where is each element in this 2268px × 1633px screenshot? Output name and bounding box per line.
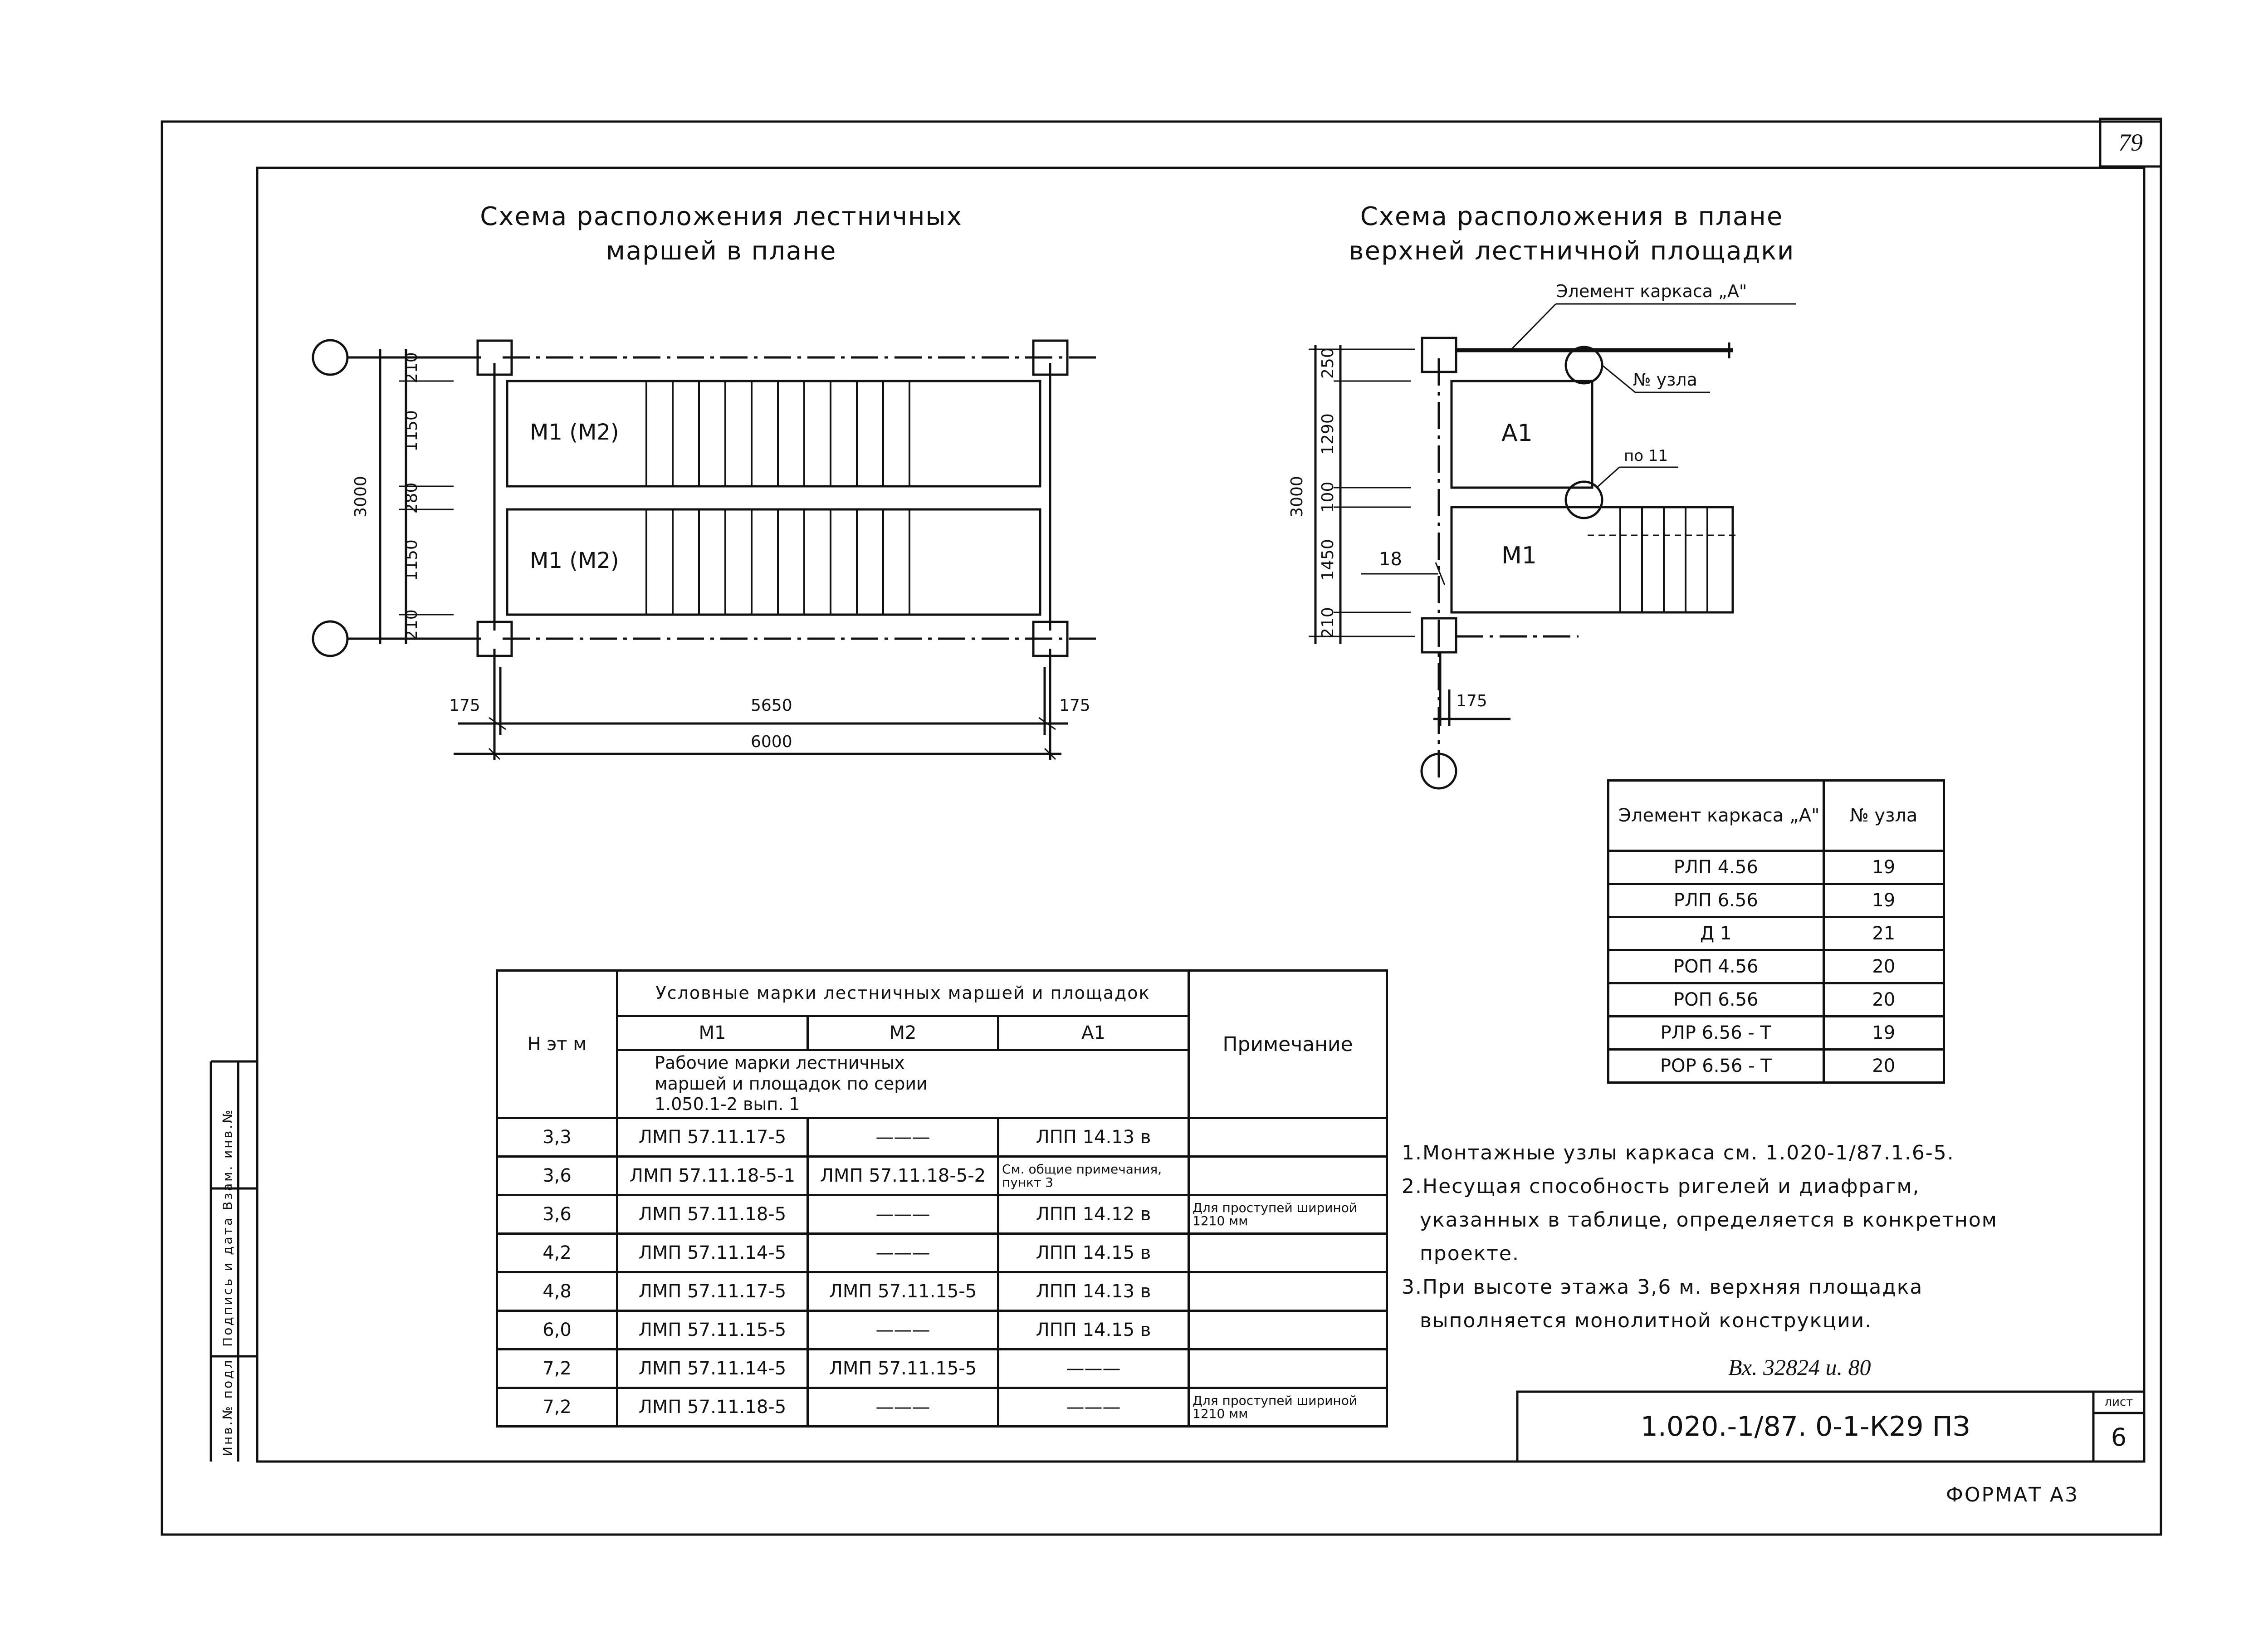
dim-250: 250 (1319, 347, 1337, 379)
right-title-line2: верхней лестничной площадки (1349, 236, 1795, 266)
row-note: Для проступей шириной 1210 мм (1189, 1388, 1387, 1427)
row-note (1189, 1118, 1387, 1157)
table-row (497, 1118, 1387, 1157)
table-row (497, 1388, 1387, 1427)
format-label: ФОРМАТ А3 (1946, 1483, 2079, 1506)
sub-header-m2: М2 (808, 1016, 998, 1050)
note-line: проекте. (1420, 1242, 1520, 1265)
node-number: 20 (1823, 950, 1944, 983)
row-a1: ——— (998, 1349, 1189, 1388)
row-m2: ЛМП 57.11.15-5 (808, 1272, 998, 1311)
node-number: 19 (1823, 884, 1944, 917)
table-row (1608, 917, 1944, 950)
row-m1: ЛМП 57.11.14-5 (617, 1349, 808, 1388)
sub-header-m1: М1 (617, 1016, 808, 1050)
row-a1: ЛПП 14.13 в (998, 1272, 1189, 1311)
landing-mark-a1: А1 (1501, 420, 1533, 447)
row-m2: ——— (808, 1118, 998, 1157)
row-a1: ЛПП 14.15 в (998, 1311, 1189, 1349)
row-m2: ——— (808, 1311, 998, 1349)
node-element: Д 1 (1608, 917, 1824, 950)
note-line: 3.При высоте этажа 3,6 м. верхняя площадка (1402, 1276, 1923, 1299)
node-element: РЛР 6.56 - Т (1608, 1017, 1824, 1050)
table-row (497, 1157, 1387, 1195)
table-row (1608, 851, 1944, 884)
table-row (1608, 884, 1944, 917)
row-m2: ЛМП 57.11.18-5-2 (808, 1157, 998, 1195)
node-number: 20 (1823, 1050, 1944, 1083)
dim-3000-left: 3000 (352, 476, 370, 518)
row-height: 7,2 (497, 1349, 617, 1388)
row-height: 3,3 (497, 1118, 617, 1157)
flight-mark-m1: М1 (1501, 542, 1537, 569)
po-label: по 11 (1624, 447, 1668, 465)
row-a1: ——— (998, 1388, 1189, 1427)
node-table-header-node: № узла (1823, 781, 1944, 851)
table-row (497, 1272, 1387, 1311)
col-note-header: Примечание (1189, 971, 1387, 1118)
row-note (1189, 1234, 1387, 1272)
row-a1: См. общие примечания, пункт 3 (998, 1157, 1189, 1195)
dim-18: 18 (1379, 549, 1402, 570)
row-a1: ЛПП 14.13 в (998, 1118, 1189, 1157)
dim-5650: 5650 (751, 696, 792, 715)
group-header: Условные марки лестничных маршей и площадок (617, 971, 1189, 1016)
node-number: 19 (1823, 1017, 1944, 1050)
row-m1: ЛМП 57.11.17-5 (617, 1118, 808, 1157)
row-m1: ЛМП 57.11.18-5 (617, 1388, 808, 1427)
row-m1: ЛМП 57.11.17-5 (617, 1272, 808, 1311)
table-row (1608, 950, 1944, 983)
sheet-number: 6 (2111, 1423, 2127, 1452)
row-m1: ЛМП 57.11.18-5 (617, 1195, 808, 1234)
node-element: РОР 6.56 - Т (1608, 1050, 1824, 1083)
node-number: 19 (1823, 851, 1944, 884)
dim-280: 280 (402, 482, 421, 514)
row-note (1189, 1311, 1387, 1349)
dim-175-left: 175 (449, 696, 480, 715)
row-note (1189, 1349, 1387, 1388)
dim-210-bottom: 210 (402, 609, 421, 640)
table-row (497, 1195, 1387, 1234)
col-height-header: Н эт м (497, 971, 617, 1118)
element-a-label: Элемент каркаса „А" (1556, 281, 1747, 301)
row-height: 4,8 (497, 1272, 617, 1311)
page-number: 79 (2118, 129, 2143, 156)
row-m2: ——— (808, 1388, 998, 1427)
dim-175-right: 175 (1059, 696, 1090, 715)
node-table-header-element: Элемент каркаса „А" (1608, 781, 1824, 851)
dim-6000: 6000 (751, 733, 792, 751)
dim-1450: 1450 (1319, 539, 1337, 581)
dim-100: 100 (1319, 481, 1337, 513)
left-scheme-title (449, 200, 993, 268)
node-number: 20 (1823, 983, 1944, 1017)
row-a1: ЛПП 14.12 в (998, 1195, 1189, 1234)
row-m2: ——— (808, 1234, 998, 1272)
node-number: 21 (1823, 917, 1944, 950)
general-notes (1402, 1136, 1998, 1338)
row-height: 6,0 (497, 1311, 617, 1349)
flight-mark-2: М1 (М2) (530, 548, 619, 573)
node-element: РОП 4.56 (1608, 950, 1824, 983)
table-row (497, 1311, 1387, 1349)
note-line: 2.Несущая способность ригелей и диафрагм, (1402, 1175, 1920, 1198)
note-line: 1.Монтажные узлы каркаса см. 1.020-1/87.1.6-5. (1402, 1141, 1955, 1164)
marks-table (496, 969, 1388, 1428)
node-element: РОП 6.56 (1608, 983, 1824, 1017)
node-label: № узла (1633, 370, 1697, 390)
row-height: 3,6 (497, 1195, 617, 1234)
sheet-label: лист (2104, 1395, 2133, 1409)
table-row (1608, 983, 1944, 1017)
right-plan (1309, 304, 1796, 788)
dim-1150-bottom: 1150 (402, 539, 421, 581)
left-plan (313, 340, 1102, 760)
dim-210-right: 210 (1319, 607, 1337, 638)
side-strip-label: Инв.№ подл. Подпись и дата Взам. инв.№ (220, 1108, 235, 1456)
row-m2: ЛМП 57.11.15-5 (808, 1349, 998, 1388)
row-height: 7,2 (497, 1388, 617, 1427)
dim-3000-right: 3000 (1288, 476, 1306, 518)
table-row (1608, 1050, 1944, 1083)
row-m1: ЛМП 57.11.14-5 (617, 1234, 808, 1272)
note-line: указанных в таблице, определяется в конкретном (1420, 1208, 1998, 1232)
row-height: 3,6 (497, 1157, 617, 1195)
node-element: РЛП 4.56 (1608, 851, 1824, 884)
left-title-line2: маршей в плане (606, 236, 837, 266)
left-title-line1: Схема расположения лестничных (480, 202, 963, 231)
flight-mark-1: М1 (М2) (530, 420, 619, 445)
dim-210-top: 210 (402, 352, 421, 383)
row-height: 4,2 (497, 1234, 617, 1272)
node-element: РЛП 6.56 (1608, 884, 1824, 917)
sub-header-a1: А1 (998, 1016, 1189, 1050)
table-row (1608, 1017, 1944, 1050)
dim-1150-top: 1150 (402, 410, 421, 452)
dim-175-right-plan: 175 (1456, 692, 1487, 710)
row-a1: ЛПП 14.15 в (998, 1234, 1189, 1272)
row-note (1189, 1272, 1387, 1311)
dim-1290: 1290 (1319, 413, 1337, 455)
inventory-number: Вх. 32824 и. 80 (1728, 1354, 1871, 1380)
right-title-line1: Схема расположения в плане (1360, 202, 1784, 231)
table-row (497, 1349, 1387, 1388)
row-m1: ЛМП 57.11.18-5-1 (617, 1157, 808, 1195)
row-note (1189, 1157, 1387, 1195)
row-note: Для проступей шириной 1210 мм (1189, 1195, 1387, 1234)
right-scheme-title (1311, 200, 1833, 268)
note-line: выполняется монолитной конструкции. (1420, 1309, 1872, 1332)
table-row (497, 1234, 1387, 1272)
node-table (1607, 779, 1945, 1084)
working-marks-header: Рабочие марки лестничных маршей и площадок по серии 1.050.1-2 вып. 1 (617, 1050, 1189, 1118)
row-m2: ——— (808, 1195, 998, 1234)
row-m1: ЛМП 57.11.15-5 (617, 1311, 808, 1349)
stamp-code: 1.020.-1/87. 0-1-К29 ПЗ (1640, 1411, 1970, 1442)
